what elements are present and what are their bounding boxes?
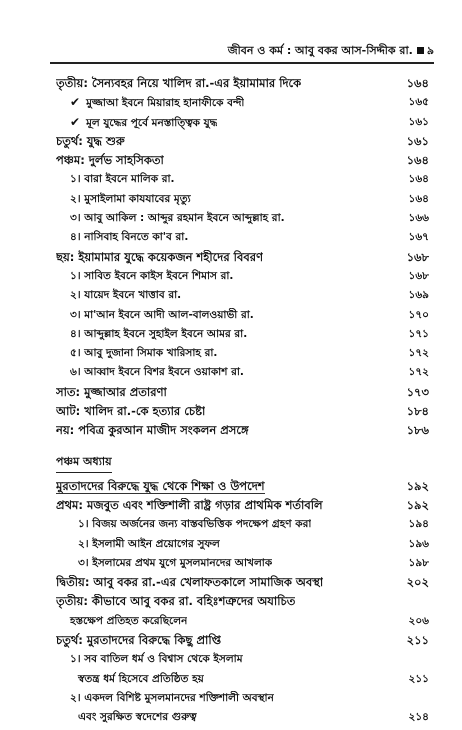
toc-entry (56, 192, 429, 211)
toc-entry-page: ১৭২ (408, 347, 429, 360)
toc-entry-text: ২। মুসাইলামা কাযযাবের মৃত্যু (70, 192, 191, 205)
square-bullet-icon (417, 47, 424, 54)
toc-entry-title (56, 672, 204, 687)
toc-entry-page: ২১১ (408, 672, 429, 685)
toc-entry (56, 517, 429, 536)
toc-entry (56, 346, 429, 365)
toc-entry-title (56, 230, 188, 245)
toc-entry-page: ২১১ (406, 633, 429, 648)
toc-entry-page: ১৯৮ (408, 556, 429, 569)
toc-entry-text: পঞ্চম: দুর্লভ সাহসিকতা (56, 153, 164, 168)
toc-entry-text: ১। সাবিত ইবনে কাইস ইবনে শিমাস রা. (70, 269, 234, 282)
toc-entry-page: ২০৬ (408, 614, 429, 627)
toc-entry (56, 288, 429, 307)
toc-entry-text: ১। সব বাতিল ধর্ম ও বিশ্বাস থেকে ইসলাম (70, 653, 243, 666)
toc-entry-page: ১৯২ (406, 497, 429, 512)
toc-entry-title (56, 385, 167, 400)
check-mark-icon: ✔ (70, 95, 81, 110)
toc-entry (56, 710, 429, 729)
toc-entry-title (56, 556, 272, 571)
toc-entry (56, 691, 429, 710)
chapter-heading: পঞ্চম অধ্যায় (56, 453, 112, 473)
running-title: জীবন ও কর্ম : আবু বকর আস-সিদ্দীক রা. (227, 44, 413, 57)
toc-entry-title (56, 652, 243, 667)
toc-entry-text: দ্বিতীয়: আবু বকর রা.-এর খেলাফতকালে সামাজিক অবস্থা (56, 575, 324, 590)
toc-entry-title (56, 327, 247, 342)
check-mark-icon: ✔ (70, 114, 81, 129)
toc-entry-text: চতুর্থ: যুদ্ধ শুরু (56, 133, 125, 148)
toc-entry-text: ৩। মা'আন ইবনে আদী আল-বালওয়াভী রা. (70, 308, 254, 321)
toc-entry-text: তৃতীয়: সৈন্যবহর নিয়ে খালিদ রা.-এর ইয়ামামার দিকে (56, 76, 302, 90)
toc-entry-page: ১৭৩ (406, 384, 429, 399)
toc-entry-text: ৪। নাসিবাহ বিনতে কা'ব রা. (70, 231, 189, 244)
toc-entry (56, 327, 429, 346)
toc-entry (56, 230, 429, 249)
toc-entry-text: ১। বারা ইবনে মালিক রা. (70, 173, 175, 186)
toc-entry-text: ২। ইসলামী আইন প্রয়োগের সুফল (78, 537, 220, 550)
toc-entry-title (56, 192, 191, 207)
toc-entry-page: ১৭০ (408, 308, 429, 321)
toc-entry (56, 404, 429, 423)
toc-entry-title (56, 288, 181, 303)
toc-entry-page: ১৬১ (408, 115, 429, 128)
toc-entry-text: চতুর্থ: মুরতাদদের বিরুদ্ধে কিছু প্রাপ্তি (56, 633, 222, 648)
toc-entry-text: ১। বিজয় অর্জনের জন্য বাস্তবভিত্তিক পদক্ষেপ গ্রহণ করা (78, 518, 312, 531)
toc-entry-title (56, 211, 285, 226)
toc-entry-title (56, 691, 274, 706)
toc-entry-text: ৪। আব্দুল্লাহ ইবনে সুহাইল ইবনে আমর রা. (70, 327, 248, 340)
toc-entry-title (56, 95, 244, 111)
toc-entry-page: ১৬৬ (408, 212, 429, 225)
toc-entry-title (56, 710, 197, 725)
running-header (228, 42, 434, 61)
toc-entry-page: ১৬৪ (406, 76, 429, 90)
toc-entry (56, 95, 429, 114)
toc-entry-title (56, 423, 249, 438)
toc-entry (56, 537, 429, 556)
toc-entry-text: মুজ্জাআ ইবনে মিয়ারাহ হানাফীকে বন্দী (86, 97, 245, 110)
toc-entry-title (56, 498, 323, 513)
toc-entry (56, 594, 429, 613)
toc-entry-page: ১৬৯ (408, 289, 429, 302)
toc-entry (56, 76, 429, 95)
toc-entry-title (56, 269, 233, 284)
toc-entry (56, 308, 429, 327)
toc-entry (56, 633, 429, 652)
toc-entry-title (56, 250, 263, 265)
toc-entry-page: ১৮৪ (406, 404, 429, 419)
toc-entry (56, 385, 429, 404)
toc-entry (56, 498, 429, 517)
toc-entry-title (56, 308, 254, 323)
toc-entry-text: সাত: মুজ্জাআর প্রতারণা (56, 384, 167, 399)
toc-entry (56, 250, 429, 269)
toc-entry-text: হস্তক্ষেপ প্রতিহত করেছিলেন (70, 614, 188, 627)
toc-entry-title (56, 365, 244, 380)
page-number: ৯ (426, 44, 434, 57)
toc-entry (56, 479, 429, 498)
toc-entry-page: ১৬১ (406, 133, 429, 148)
toc-entry-text: ২। যায়েদ ইবনে খাত্তাব রা. (70, 289, 182, 302)
toc-entry-title (56, 614, 187, 629)
table-of-contents (56, 76, 429, 730)
toc-entry (56, 672, 429, 691)
chapter-heading-block (56, 443, 429, 479)
toc-entry-text: নয়: পবিত্র কুরআন মাজীদ সংকলন প্রসঙ্গে (56, 423, 249, 438)
toc-entry-text: মূল যুদ্ধের পূর্বে মনস্তাত্ত্বিক যুদ্ধ (86, 116, 218, 129)
toc-entry (56, 269, 429, 288)
toc-part-2 (56, 479, 429, 730)
toc-entry-page: ১৭২ (408, 366, 429, 379)
toc-entry (56, 153, 429, 172)
toc-entry (56, 365, 429, 384)
toc-entry-text: ৬। আব্বাদ ইবনে বিশর ইবনে ওয়াকাশ রা. (70, 366, 244, 379)
toc-part-1 (56, 76, 429, 443)
toc-entry-text: প্রথম: মজবুত এবং শক্তিশালী রাষ্ট্র গড়ার প্রাথমিক শর্তাবলি (56, 497, 323, 512)
toc-entry-title (56, 517, 311, 532)
toc-entry-title (56, 575, 323, 590)
toc-entry-text: আট: খালিদ রা.-কে হত্যার চেষ্টা (56, 404, 206, 419)
toc-entry-page: ১৬৪ (408, 192, 429, 205)
toc-entry-title (56, 76, 301, 91)
toc-entry-page: ১৯৬ (408, 537, 429, 550)
toc-entry-title (56, 115, 217, 131)
toc-entry-text: মুরতাদদের বিরুদ্ধে যুদ্ধ থেকে শিক্ষা ও উপদেশ (56, 478, 265, 493)
toc-entry (56, 172, 429, 191)
toc-entry-page: ১৯৪ (408, 518, 429, 531)
toc-entry-title (56, 172, 175, 187)
toc-entry-page: ১৭১ (408, 327, 429, 340)
toc-entry (56, 652, 429, 671)
toc-entry-title (56, 134, 125, 149)
toc-entry-page: ১৬৭ (408, 231, 429, 244)
toc-entry-text: ২। একদল বিশিষ্ট মুসলমানদের শক্তিশালী অবস্থান (70, 691, 274, 704)
toc-entry-title (56, 346, 217, 361)
toc-entry (56, 556, 429, 575)
toc-entry-page: ১৯২ (406, 478, 429, 493)
toc-entry-title (56, 633, 221, 648)
toc-entry-text: স্বতন্ত্র ধর্ম হিসেবে প্রতিষ্ঠিত হয় (78, 672, 204, 685)
toc-entry (56, 134, 429, 153)
toc-entry-page: ২১৪ (408, 711, 429, 724)
toc-entry (56, 614, 429, 633)
toc-entry (56, 575, 429, 594)
toc-entry-page: ১৬৮ (406, 249, 429, 264)
toc-entry-text: তৃতীয়: কীভাবে আবু বকর রা. বহিঃশত্রুদের অযাচিত (56, 594, 296, 609)
toc-entry-page: ১৮৬ (406, 423, 429, 438)
toc-entry-title (56, 479, 265, 494)
toc-entry (56, 211, 429, 230)
toc-entry-text: ছয়: ইয়ামামার যুদ্ধে কয়েকজন শহীদের বিবরণ (56, 249, 264, 264)
toc-entry-title (56, 404, 205, 419)
toc-entry-page: ২০২ (406, 575, 429, 590)
toc-entry-title (56, 594, 295, 609)
toc-entry-text: ৩। ইসলামের প্রথম যুগে মুসলমানদের আখলাক (78, 556, 273, 569)
header-rule (50, 62, 434, 64)
toc-entry-page: ১৬৮ (408, 269, 429, 282)
toc-entry-page: ১৬৫ (408, 96, 429, 109)
toc-entry-text: ৩। আবু আকিল : আব্দুর রহমান ইবনে আব্দুল্লাহ রা. (70, 212, 285, 225)
toc-entry (56, 423, 429, 442)
toc-entry-title (56, 537, 220, 552)
toc-entry-page: ১৬৪ (408, 173, 429, 186)
toc-entry-page: ১৬৪ (406, 153, 429, 168)
toc-entry (56, 115, 429, 134)
toc-entry-text: ৫। আবু দুজানা সিমাক খারিসাহ রা. (70, 347, 218, 360)
toc-entry-title (56, 153, 164, 168)
toc-entry-text: এবং সুরক্ষিত স্বদেশের গুরুত্ব (78, 711, 197, 724)
